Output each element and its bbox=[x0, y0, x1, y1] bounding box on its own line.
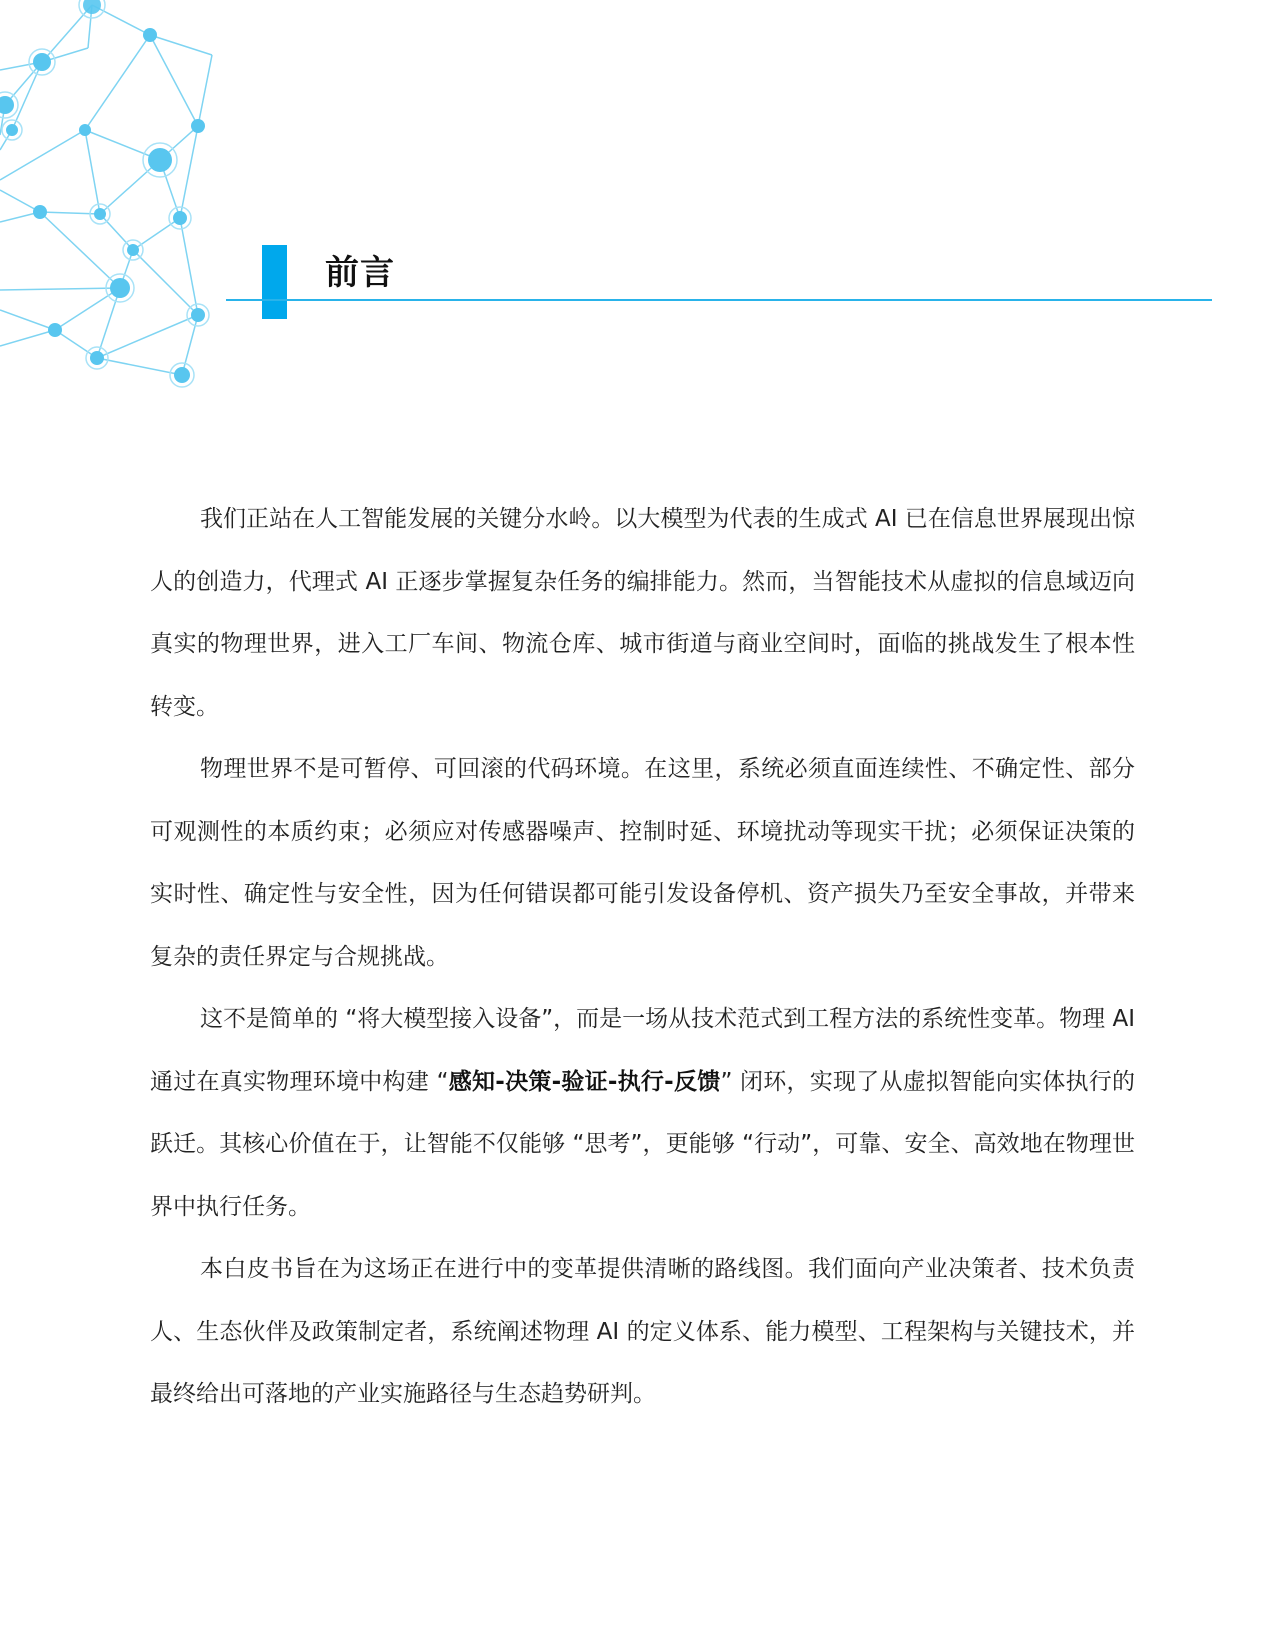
network-decoration bbox=[0, 0, 215, 390]
closed-loop-emphasis: 感知-决策-验证-执行-反馈 bbox=[448, 1068, 721, 1095]
heading-divider bbox=[226, 299, 1212, 301]
body-text bbox=[150, 488, 1135, 1426]
heading-accent-bar bbox=[262, 245, 287, 319]
network-lines bbox=[0, 5, 212, 375]
paragraph-1: 我们正站在人工智能发展的关键分水岭。以大模型为代表的生成式 AI 已在信息世界展现出惊人的创造力，代理式 AI 正逐步掌握复杂任务的编排能力。然而，当智能技术从虚拟的信息域迈向真实的物理世界，进入工厂车间、物流仓库、城市街道与商业空间时，面临的挑战发生了根本性转变。 bbox=[150, 506, 1135, 720]
network-nodes bbox=[0, 0, 209, 387]
paragraph-3 bbox=[150, 988, 1135, 1238]
paragraph-2: 物理世界不是可暂停、可回滚的代码环境。在这里，系统必须直面连续性、不确定性、部分可观测性的本质约束；必须应对传感器噪声、控制时延、环境扰动等现实干扰；必须保证决策的实时性、确定性与安全性，因为任何错误都可能引发设备停机、资产损失乃至安全事故，并带来复杂的责任界定与合规挑战。 bbox=[150, 756, 1135, 970]
paragraph-4: 本白皮书旨在为这场正在进行中的变革提供清晰的路线图。我们面向产业决策者、技术负责人、生态伙伴及政策制定者，系统阐述物理 AI 的定义体系、能力模型、工程架构与关键技术，并最终给出可落地的产业实施路径与生态趋势研判。 bbox=[150, 1256, 1135, 1407]
page-title: 前言 bbox=[325, 253, 395, 293]
paragraph-3-before: 这不是简单的 “将大模型接入设备”，而是一场从技术范式到工程方法的系统性变革。物理 AI 通过在真实物理环境中构建 “ bbox=[150, 1006, 1135, 1095]
paragraph-3-after: ” 闭环，实现了从虚拟智能向实体执行的跃迁。其核心价值在于，让智能不仅能够 “思考”，更能够 “行动”，可靠、安全、高效地在物理世界中执行任务。 bbox=[150, 1068, 1135, 1220]
